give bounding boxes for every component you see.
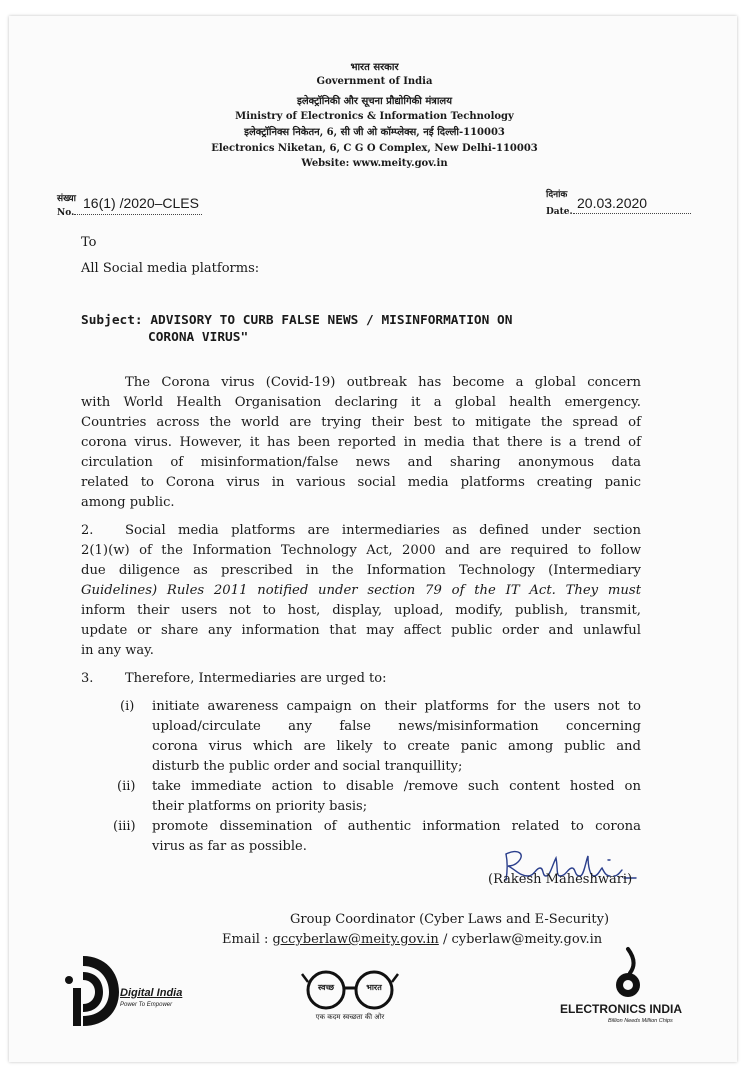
header-hindi-govt: भारत सरकार [350, 62, 399, 73]
signatory-designation: Group Coordinator (Cyber Laws and E-Security) [290, 912, 610, 927]
header-hindi-ministry: इलेक्ट्रॉनिकी और सूचना प्रौद्योगिकी मंत्रालय [296, 96, 452, 107]
email-separator: / [442, 932, 448, 947]
para2-line: due diligence as prescribed in the Information Technology (Intermediary [81, 563, 641, 578]
para1-line: The Corona virus (Covid-19) outbreak has become a global concern [125, 375, 641, 390]
date-value: 20.03.2020 [577, 195, 648, 211]
para2-line: update or share any information that may affect public order and unlawful [81, 623, 641, 638]
item-number: (ii) [117, 779, 136, 794]
para1-line: among public. [81, 495, 175, 510]
para3-intro: Therefore, Intermediaries are urged to: [125, 671, 387, 686]
electronics-india-tagline: Billion Needs Million Chips [608, 1018, 673, 1024]
electronics-india-text: ELECTRONICS INDIA [560, 1002, 683, 1016]
item-number: (i) [120, 699, 135, 714]
para2-line: in any way. [81, 643, 154, 658]
header-ministry: Ministry of Electronics & Information Technology [235, 111, 514, 122]
para2-line: Guidelines) Rules 2011 notified under section 79 of the IT Act. They must [81, 583, 641, 598]
item-line: upload/circulate any false news/misinformation concerning [152, 719, 641, 734]
swachh-left-word: स्वच्छ [317, 982, 335, 992]
para1-line: related to Corona virus in various social media platforms creating panic [81, 475, 641, 490]
digital-india-logo-icon [55, 950, 125, 1032]
digital-india-tagline: Power To Empower [120, 1002, 173, 1008]
para1-line: with World Health Organisation declaring it a global health emergency. [81, 395, 641, 410]
addressee-recipient: All Social media platforms: [81, 261, 260, 276]
para3-number: 3. [81, 671, 94, 686]
item-line: take immediate action to disable /remove such content hosted on [152, 779, 641, 794]
para2-line: inform their users not to host, display, upload, modify, publish, transmit, [81, 603, 641, 618]
swachh-right-word: भारत [366, 982, 382, 992]
signatory-name: (Rakesh Maheshwari) [488, 872, 633, 887]
item-line: corona virus which are likely to create panic among public and [152, 739, 641, 754]
email-link-2[interactable]: cyberlaw@meity.gov.in [451, 932, 603, 947]
para1-line: circulation of misinformation/false news and sharing anonymous data [81, 455, 641, 470]
document-page [9, 16, 737, 1062]
date-label: Date. [546, 207, 691, 217]
digital-india-text: Digital India [120, 987, 183, 999]
item-number: (iii) [113, 819, 136, 834]
header-website: Website: www.meity.gov.in [301, 158, 448, 169]
subject-line-2: CORONA VIRUS" [148, 330, 249, 345]
email-link-1[interactable]: gccyberlaw@meity.gov.in [272, 932, 439, 947]
para2-number: 2. [81, 523, 94, 538]
para2-line: Social media platforms are intermediaries as defined under section [125, 523, 641, 538]
item-line: virus as far as possible. [152, 839, 307, 854]
swachh-tagline: एक कदम स्वच्छता की ओर [315, 1013, 385, 1021]
header-address: Electronics Niketan, 6, C G O Complex, New Delhi-110003 [211, 143, 538, 154]
para1-line: Countries across the world are trying their best to mitigate the spread of [81, 415, 641, 430]
email-line [222, 932, 602, 947]
ref-no-value: 16(1) /2020–CLES [83, 195, 199, 211]
electronics-india-logo-icon [606, 945, 652, 1001]
item-line: initiate awareness campaign on their platforms for the users not to [152, 699, 641, 714]
para1-line: corona virus. However, it has been reported in media that there is a trend of [81, 435, 641, 450]
ref-no-hindi: संख्या [57, 194, 76, 204]
email-label: Email : [222, 932, 269, 947]
subject-line-1: Subject: ADVISORY TO CURB FALSE NEWS / MISINFORMATION ON [81, 313, 513, 328]
para2-line: 2(1)(w) of the Information Technology Act, 2000 and are required to follow [81, 543, 641, 558]
header-hindi-address: इलेक्ट्रॉनिक्स निकेतन, 6, सी जी ओ कॉम्प्लेक्स, नई दिल्ली-110003 [244, 127, 505, 138]
item-line: disturb the public order and social tranquillity; [152, 759, 463, 774]
header-govt: Government of India [316, 76, 433, 87]
ref-no-label: No. [57, 208, 202, 218]
date-hindi: दिनांक [546, 190, 568, 200]
item-line: promote dissemination of authentic information related to corona [152, 819, 641, 834]
item-line: their platforms on priority basis; [152, 799, 368, 814]
addressee-to: To [81, 235, 97, 250]
